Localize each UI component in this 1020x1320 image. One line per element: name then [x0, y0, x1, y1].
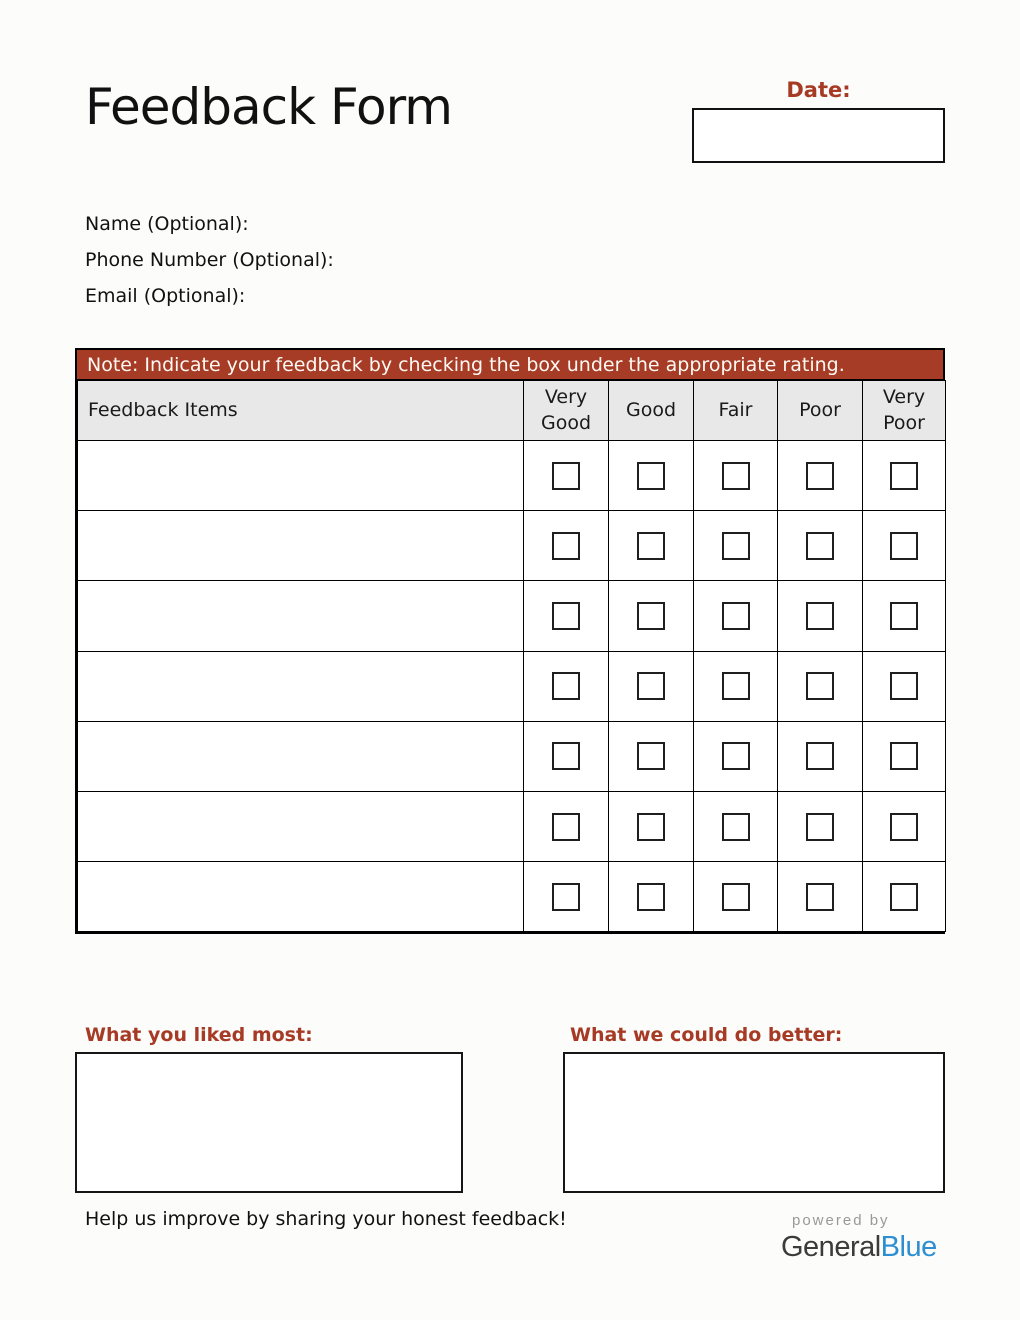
rating-checkbox[interactable] — [552, 742, 580, 770]
powered-by-label: powered by — [792, 1212, 890, 1229]
feedback-row — [78, 581, 946, 651]
rating-checkbox[interactable] — [722, 742, 750, 770]
rating-cell — [863, 862, 946, 932]
rating-cell — [609, 862, 694, 932]
contact-fields — [85, 206, 334, 314]
rating-checkbox[interactable] — [552, 672, 580, 700]
rating-checkbox[interactable] — [637, 672, 665, 700]
rating-checkbox[interactable] — [806, 883, 834, 911]
table-note: Note: Indicate your feedback by checking the box under the appropriate rating. — [77, 350, 943, 380]
rating-checkbox[interactable] — [552, 883, 580, 911]
feedback-row — [78, 441, 946, 511]
feedback-table — [75, 348, 945, 934]
rating-cell — [694, 581, 778, 651]
column-header-good: Good — [609, 381, 694, 441]
rating-cell — [694, 862, 778, 932]
rating-cell — [778, 862, 863, 932]
rating-checkbox[interactable] — [637, 813, 665, 841]
rating-cell — [863, 651, 946, 721]
rating-checkbox[interactable] — [890, 532, 918, 560]
rating-cell — [524, 791, 609, 861]
do-better-box[interactable] — [563, 1052, 945, 1193]
rating-checkbox[interactable] — [722, 462, 750, 490]
general-blue-logo — [781, 1231, 945, 1264]
rating-cell — [524, 651, 609, 721]
rating-checkbox[interactable] — [806, 462, 834, 490]
date-input-box[interactable] — [692, 108, 945, 163]
feedback-item-cell[interactable] — [78, 581, 524, 651]
feedback-row — [78, 791, 946, 861]
liked-most-box[interactable] — [75, 1052, 463, 1193]
feedback-row — [78, 651, 946, 721]
feedback-row — [78, 862, 946, 932]
rating-cell — [609, 511, 694, 581]
rating-checkbox[interactable] — [890, 742, 918, 770]
rating-checkbox[interactable] — [722, 602, 750, 630]
rating-cell — [524, 862, 609, 932]
column-header-very-poor: Very Poor — [863, 381, 946, 441]
rating-cell — [863, 441, 946, 511]
rating-cell — [863, 791, 946, 861]
rating-cell — [524, 721, 609, 791]
rating-cell — [694, 511, 778, 581]
rating-cell — [694, 651, 778, 721]
rating-cell — [778, 721, 863, 791]
rating-cell — [524, 511, 609, 581]
rating-checkbox[interactable] — [890, 672, 918, 700]
rating-checkbox[interactable] — [552, 462, 580, 490]
column-header-feedback-items: Feedback Items — [78, 381, 524, 441]
rating-cell — [694, 791, 778, 861]
rating-cell — [609, 441, 694, 511]
brand-general: General — [781, 1231, 881, 1263]
phone-label: Phone Number (Optional): — [85, 249, 334, 271]
rating-cell — [609, 721, 694, 791]
rating-checkbox[interactable] — [637, 462, 665, 490]
rating-checkbox[interactable] — [552, 813, 580, 841]
feedback-item-cell[interactable] — [78, 441, 524, 511]
rating-checkbox[interactable] — [890, 602, 918, 630]
date-label: Date: — [786, 78, 851, 102]
rating-checkbox[interactable] — [637, 532, 665, 560]
feedback-row — [78, 511, 946, 581]
feedback-row — [78, 721, 946, 791]
rating-checkbox[interactable] — [890, 462, 918, 490]
rating-checkbox[interactable] — [552, 532, 580, 560]
rating-checkbox[interactable] — [552, 602, 580, 630]
rating-checkbox[interactable] — [806, 672, 834, 700]
feedback-table-body — [78, 441, 946, 932]
feedback-item-cell[interactable] — [78, 511, 524, 581]
rating-checkbox[interactable] — [806, 813, 834, 841]
rating-cell — [609, 581, 694, 651]
rating-checkbox[interactable] — [637, 883, 665, 911]
liked-most-label: What you liked most: — [85, 1024, 313, 1046]
column-header-very-good: Very Good — [524, 381, 609, 441]
feedback-item-cell[interactable] — [78, 651, 524, 721]
help-text: Help us improve by sharing your honest feedback! — [85, 1208, 567, 1230]
rating-checkbox[interactable] — [722, 672, 750, 700]
rating-cell — [694, 721, 778, 791]
feedback-item-cell[interactable] — [78, 791, 524, 861]
rating-cell — [524, 441, 609, 511]
rating-cell — [694, 441, 778, 511]
rating-cell — [863, 721, 946, 791]
rating-cell — [609, 651, 694, 721]
rating-cell — [778, 791, 863, 861]
rating-cell — [863, 511, 946, 581]
name-label: Name (Optional): — [85, 213, 249, 235]
column-header-poor: Poor — [778, 381, 863, 441]
rating-checkbox[interactable] — [722, 883, 750, 911]
do-better-label: What we could do better: — [570, 1024, 843, 1046]
rating-cell — [778, 651, 863, 721]
rating-checkbox[interactable] — [806, 602, 834, 630]
email-label: Email (Optional): — [85, 285, 246, 307]
rating-checkbox[interactable] — [890, 813, 918, 841]
rating-cell — [609, 791, 694, 861]
page-title: Feedback Form — [85, 78, 452, 136]
table-header-row — [78, 381, 946, 441]
rating-cell — [778, 581, 863, 651]
rating-checkbox[interactable] — [806, 742, 834, 770]
rating-cell — [778, 511, 863, 581]
brand-blue: Blue — [880, 1231, 937, 1263]
rating-checkbox[interactable] — [637, 742, 665, 770]
rating-checkbox[interactable] — [722, 813, 750, 841]
rating-cell — [524, 581, 609, 651]
rating-checkbox[interactable] — [722, 532, 750, 560]
rating-cell — [863, 581, 946, 651]
rating-checkbox[interactable] — [890, 883, 918, 911]
feedback-item-cell[interactable] — [78, 862, 524, 932]
feedback-item-cell[interactable] — [78, 721, 524, 791]
column-header-fair: Fair — [694, 381, 778, 441]
rating-checkbox[interactable] — [806, 532, 834, 560]
rating-cell — [778, 441, 863, 511]
rating-checkbox[interactable] — [637, 602, 665, 630]
